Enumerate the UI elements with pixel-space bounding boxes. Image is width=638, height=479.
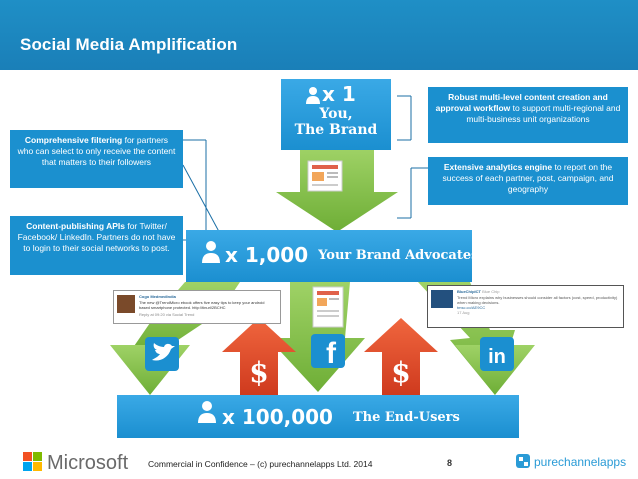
content-thumbnail — [313, 287, 343, 327]
callout-analytics: Extensive analytics engine to report on the success of each partner, post, campaign, and geography — [428, 157, 628, 205]
social-post-card-left: Cogo MedmedIndia The new @TrendMicro ebook offers five easy tips to keep your android based smartphone protected. http://tinurl/2BCHC Reply at 09:20 via Social Trend — [113, 290, 281, 324]
dollar-icon: $ — [391, 356, 411, 389]
slide-title: Social Media Amplification — [20, 35, 238, 54]
microsoft-wordmark: Microsoft — [47, 452, 129, 474]
brand-label: You, The Brand — [294, 106, 378, 138]
purechannelapps-wordmark: purechannelapps — [534, 455, 627, 469]
brand-multiplier: x 1 — [322, 82, 356, 106]
svg-text:f: f — [326, 337, 336, 370]
callout-workflow: Robust multi-level content creation and approval workflow to support multi-regional and multi-business unit organizations — [428, 87, 628, 143]
svg-text:in: in — [488, 346, 506, 368]
avatar — [431, 290, 453, 308]
callout-apis: Content-publishing APIs for Twitter/ Facebook/ LinkedIn. Partners do not have to login to their social networks to post. — [10, 216, 183, 275]
advocates-label: x 1,000 Your Brand Advocates — [225, 243, 479, 267]
dollar-icon: $ — [249, 356, 269, 389]
confidentiality-notice: Commercial in Confidence – (c) purechannelapps Ltd. 2014 — [148, 459, 373, 469]
callout-filtering: Comprehensive filtering for partners who can select to only receive the content that matters to their followers — [10, 130, 183, 188]
avatar — [117, 295, 135, 313]
purechannelapps-logo — [516, 454, 530, 468]
page-number: 8 — [447, 458, 453, 468]
end-users-label: x 100,000 The End-Users — [222, 405, 460, 429]
social-post-card-right: BlueChipICT Blue Chip Trend Micro explains why businesses should consider all factors (cost, speed, productivity) when making decisions. tmsc.co/AE9CC 17 Aug — [427, 285, 624, 328]
content-thumbnail — [308, 161, 342, 191]
microsoft-logo — [23, 452, 42, 471]
